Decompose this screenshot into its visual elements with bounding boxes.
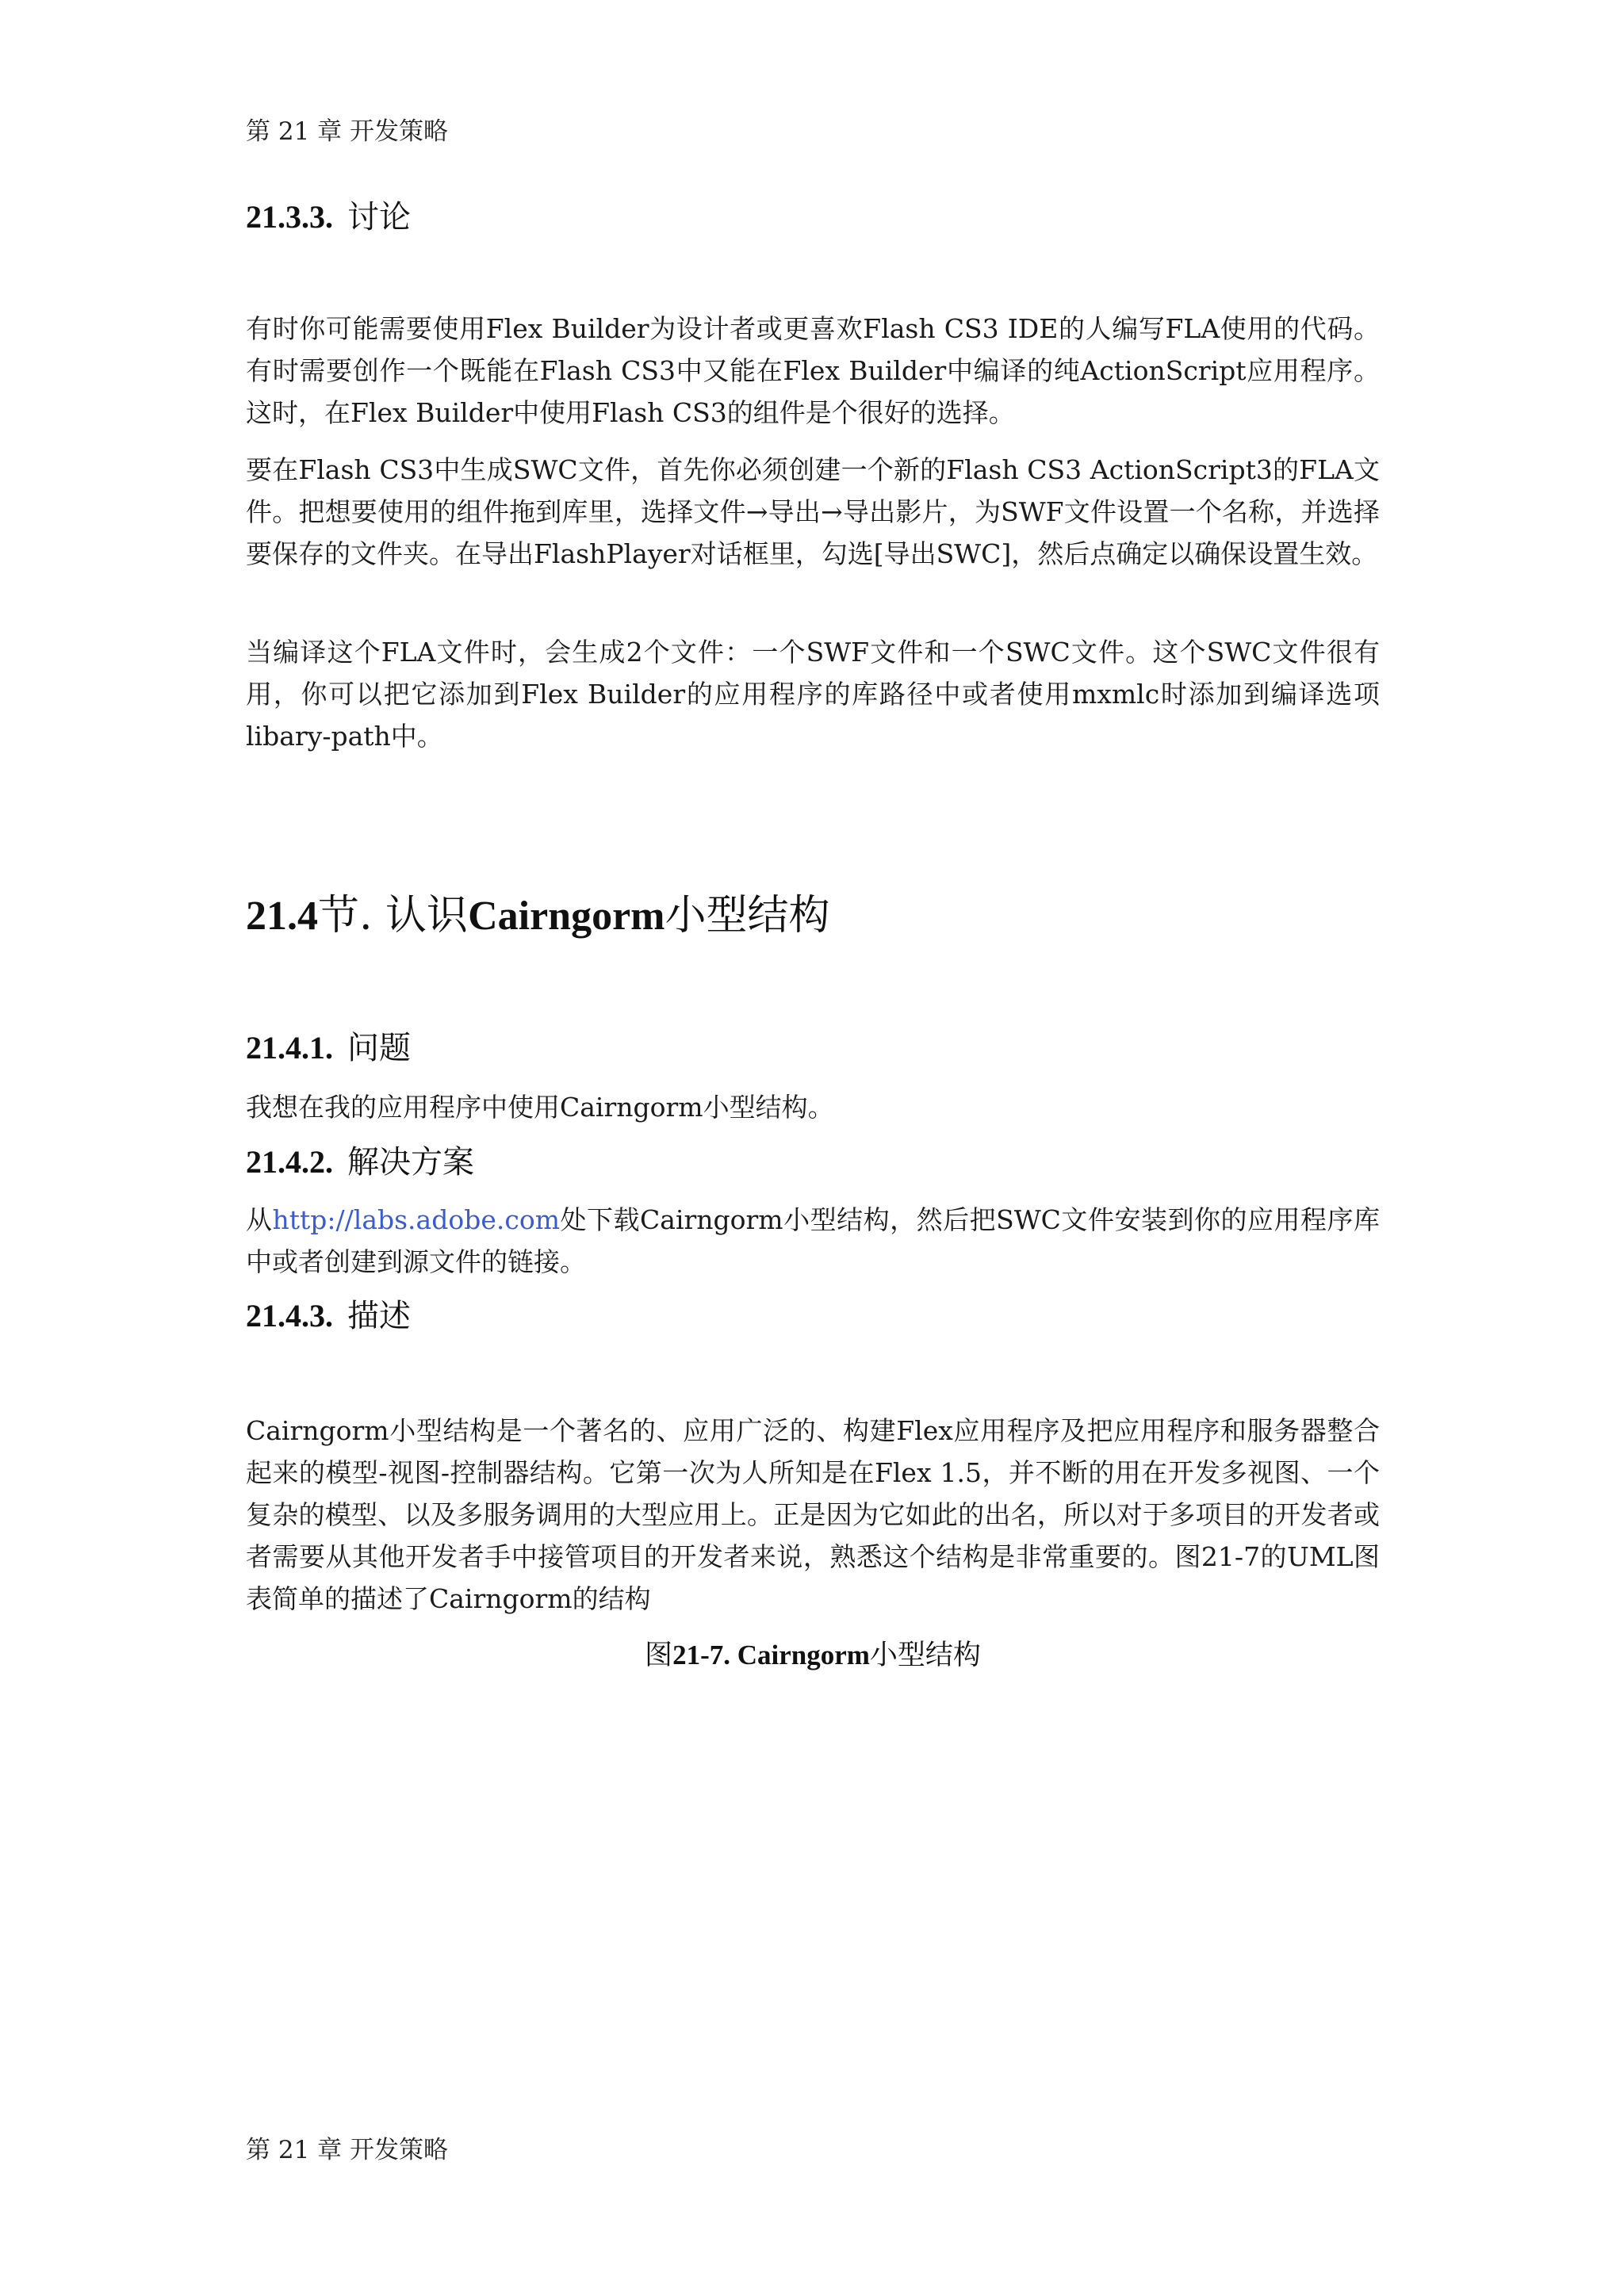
figure-caption (246, 1636, 1380, 1674)
section-number: 21.4.1. (246, 1030, 333, 1066)
caption-prefix: 图 (645, 1640, 673, 1671)
paragraph: 当编译这个FLA文件时，会生成2个文件：一个SWF文件和一个SWC文件。这个SWC文件很有用，你可以把它添加到Flex Builder的应用程序的库路径中或者使用mxmlc时添加到编译选项libary-path中。 (246, 637, 1380, 752)
section-title-suffix: 小型结构 (665, 892, 830, 939)
section-number: 21.3.3. (246, 199, 333, 235)
section-heading-21-4-2 (246, 1142, 474, 1183)
running-footer: 第 21 章 开发策略 (246, 2136, 449, 2164)
section-title-prefix: 节. 认识 (318, 892, 469, 939)
download-link[interactable]: http://labs.adobe.com (272, 1204, 560, 1235)
section-number: 21.4.2. (246, 1144, 333, 1180)
caption-suffix: 小型结构 (869, 1640, 981, 1671)
text-before-link: 从 (246, 1204, 273, 1235)
paragraph: 要在Flash CS3中生成SWC文件，首先你必须创建一个新的Flash CS3 ActionScript3的FLA文件。把想要使用的组件拖到库里，选择文件→导出→导出影片，为SWF文件设置一个名称，并选择要保存的文件夹。在导出FlashPlayer对话框里，勾选[导出SWC]，然后点确定以确保设置生效。 (246, 454, 1380, 569)
section-title: 问题 (347, 1030, 411, 1066)
figure-placeholder (246, 1689, 1380, 2069)
section-title: 讨论 (347, 199, 411, 235)
section-title: 描述 (347, 1298, 411, 1334)
section-heading-21-3-3 (246, 197, 411, 238)
text-after-link: 处下载Cairngorm小型结构，然后把SWC文件安装到你的应用程序库中或者创建到源文件的链接。 (246, 1204, 1381, 1277)
paragraph: 有时你可能需要使用Flex Builder为设计者或更喜欢Flash CS3 IDE的人编写FLA使用的代码。有时需要创作一个既能在Flash CS3中又能在Flex Builder中编译的纯ActionScript应用程序。这时，在Flex Builder中使用Flash CS3的组件是个很好的选择。 (246, 313, 1380, 428)
section-heading-21-4 (246, 890, 829, 943)
running-header: 第 21 章 开发策略 (246, 117, 449, 146)
caption-bold: 21-7. Cairngorm (672, 1640, 870, 1670)
section-title-bold: Cairngorm (468, 894, 665, 939)
paragraph: 我想在我的应用程序中使用Cairngorm小型结构。 (246, 1092, 834, 1123)
section-title: 解决方案 (347, 1144, 474, 1181)
section-number: 21.4 (246, 894, 318, 939)
section-heading-21-4-3 (246, 1295, 411, 1337)
paragraph: Cairngorm小型结构是一个著名的、应用广泛的、构建Flex应用程序及把应用程序和服务器整合起来的模型-视图-控制器结构。它第一次为人所知是在Flex 1.5，并不断的用在开发多视图、一个复杂的模型、以及多服务调用的大型应用上。正是因为它如此的出名，所以对于多项目的开发者或者需要从其他开发者手中接管项目的开发者来说，熟悉这个结构是非常重要的。图21-7的UML图表简单的描述了Cairngorm的结构 (246, 1415, 1380, 1614)
paragraph (246, 1199, 1380, 1283)
section-heading-21-4-1 (246, 1027, 411, 1069)
section-number: 21.4.3. (246, 1298, 333, 1334)
